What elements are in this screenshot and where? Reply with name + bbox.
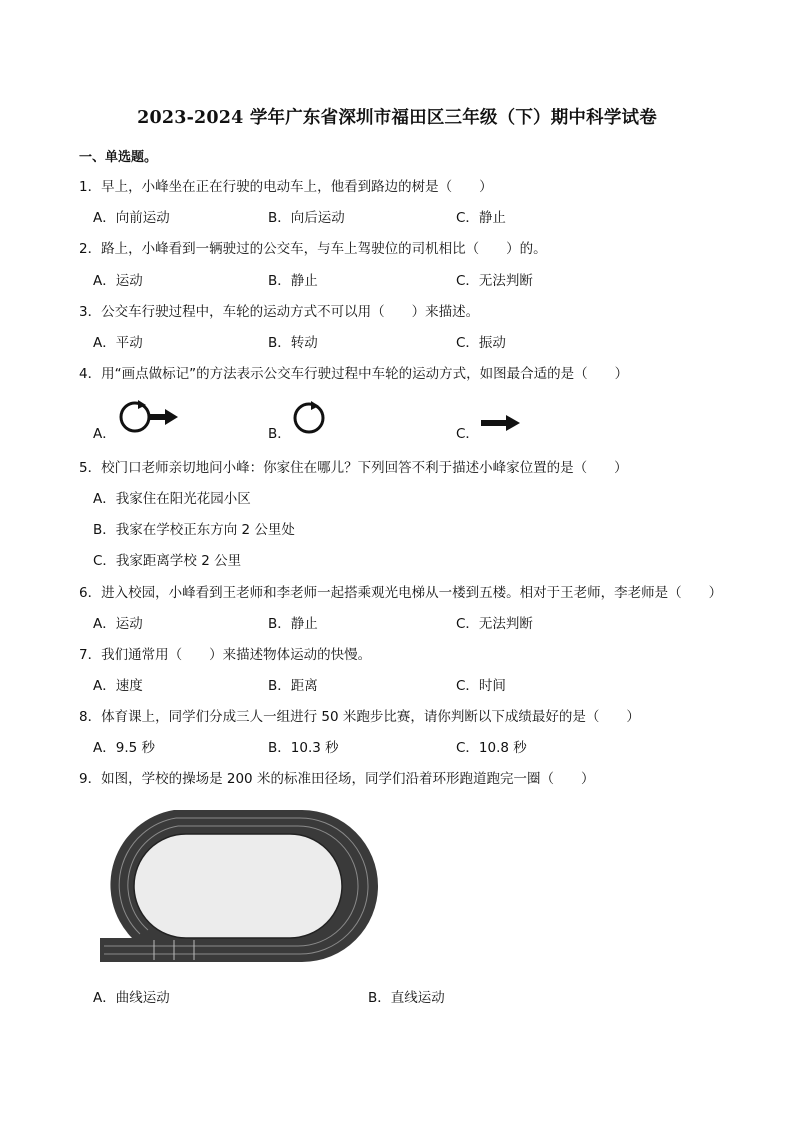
q3-option-b[interactable]: B．转动 <box>268 335 318 351</box>
q2-option-c[interactable]: C．无法判断 <box>456 273 533 289</box>
q5-option-a[interactable]: A．我家住在阳光花园小区 <box>93 491 251 507</box>
q6-option-c[interactable]: C．无法判断 <box>456 616 533 632</box>
q8-option-a[interactable]: A．9.5 秒 <box>93 740 155 756</box>
page-title: 2023-2024 学年广东省深圳市福田区三年级（下）期中科学试卷 <box>137 108 657 128</box>
q7-option-b[interactable]: B．距离 <box>268 678 318 694</box>
q5-option-b[interactable]: B．我家在学校正东方向 2 公里处 <box>93 522 295 538</box>
q3-option-c[interactable]: C．振动 <box>456 335 506 351</box>
right-arrow-icon <box>481 414 521 432</box>
question-3: 3．公交车行驶过程中，车轮的运动方式不可以用（ ）来描述。 <box>79 304 480 320</box>
q6-option-a[interactable]: A．运动 <box>93 616 143 632</box>
q7-option-a[interactable]: A．速度 <box>93 678 143 694</box>
q5-option-c[interactable]: C．我家距离学校 2 公里 <box>93 553 242 569</box>
question-7: 7．我们通常用（ ）来描述物体运动的快慢。 <box>79 647 372 663</box>
q2-option-a[interactable]: A．运动 <box>93 273 143 289</box>
q8-option-b[interactable]: B．10.3 秒 <box>268 740 339 756</box>
q3-option-a[interactable]: A．平动 <box>93 335 143 351</box>
q1-option-b[interactable]: B．向后运动 <box>268 210 345 226</box>
q6-option-b[interactable]: B．静止 <box>268 616 318 632</box>
q4-option-c[interactable]: C． <box>456 426 479 442</box>
question-1: 1．早上，小峰坐在正在行驶的电动车上，他看到路边的树是（ ） <box>79 179 493 195</box>
question-6: 6．进入校园，小峰看到王老师和李老师一起搭乘观光电梯从一楼到五楼。相对于王老师，李老师是（ ） <box>79 585 723 601</box>
q7-option-c[interactable]: C．时间 <box>456 678 506 694</box>
section-heading: 一、单选题。 <box>79 150 158 165</box>
running-track-image <box>94 804 380 972</box>
q9-option-b[interactable]: B．直线运动 <box>368 990 445 1006</box>
circle-with-arrow-right-icon <box>116 398 180 436</box>
q2-option-b[interactable]: B．静止 <box>268 273 318 289</box>
q9-option-a[interactable]: A．曲线运动 <box>93 990 170 1006</box>
question-5: 5．校门口老师亲切地问小峰：你家住在哪儿？下列回答不利于描述小峰家位置的是（ ） <box>79 460 628 476</box>
rotating-circle-icon <box>290 398 330 436</box>
question-8: 8．体育课上，同学们分成三人一组进行 50 米跑步比赛，请你判断以下成绩最好的是（ ） <box>79 709 640 725</box>
q4-option-b[interactable]: B． <box>268 426 291 442</box>
q1-option-c[interactable]: C．静止 <box>456 210 506 226</box>
question-9: 9．如图，学校的操场是 200 米的标准田径场，同学们沿着环形跑道跑完一圈（ ） <box>79 771 595 787</box>
q8-option-c[interactable]: C．10.8 秒 <box>456 740 527 756</box>
question-4: 4．用“画点做标记”的方法表示公交车行驶过程中车轮的运动方式，如图最合适的是（ ） <box>79 366 629 382</box>
q1-option-a[interactable]: A．向前运动 <box>93 210 170 226</box>
q4-option-a[interactable]: A． <box>93 426 116 442</box>
question-2: 2．路上，小峰看到一辆驶过的公交车，与车上驾驶位的司机相比（ ）的。 <box>79 241 547 257</box>
